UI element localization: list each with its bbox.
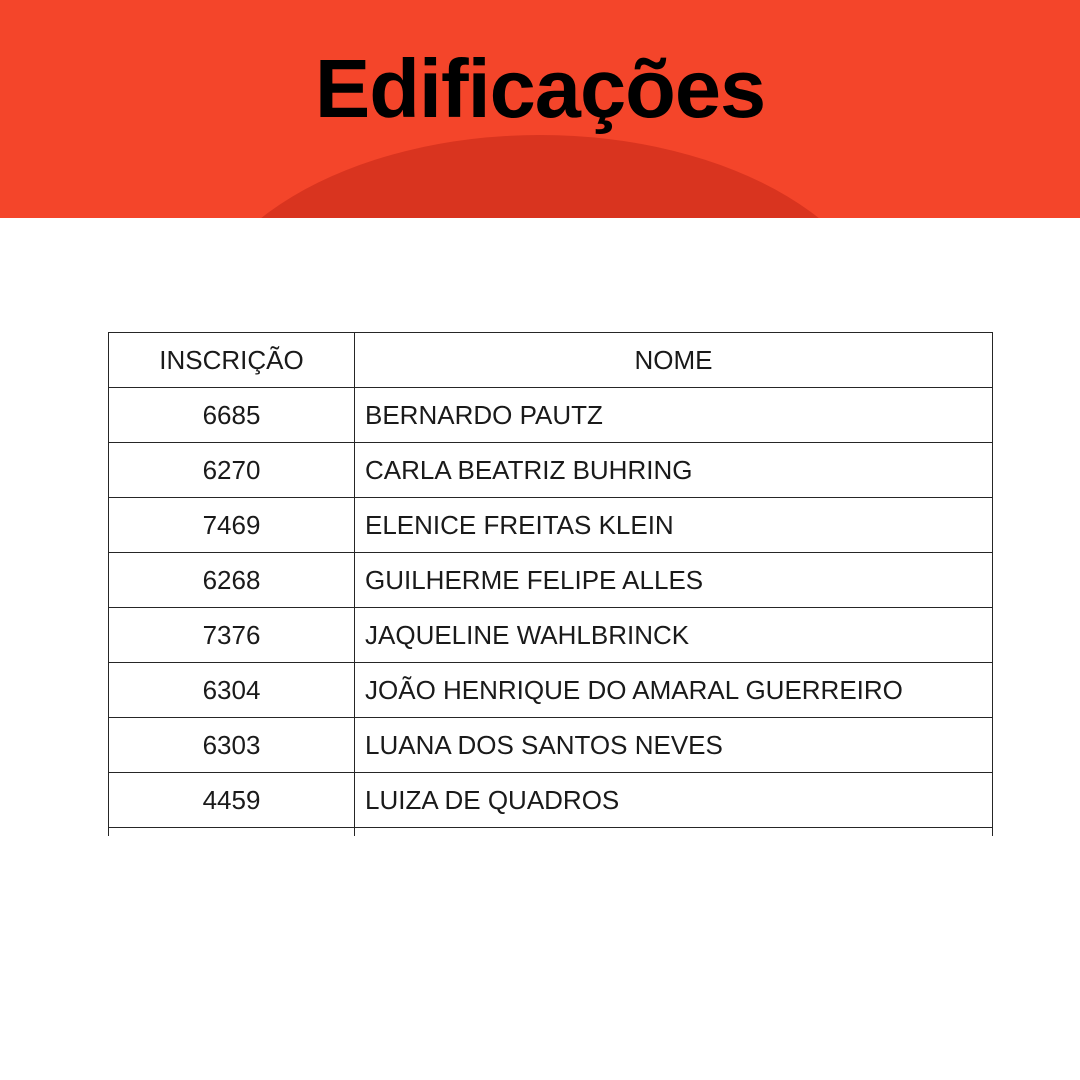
table-body [109, 388, 993, 836]
table-row [109, 718, 993, 773]
cell-inscricao: 7469 [109, 498, 355, 553]
table-row [109, 773, 993, 828]
column-header-nome: NOME [355, 333, 993, 388]
cell-inscricao: 6685 [109, 388, 355, 443]
table-row [109, 498, 993, 553]
table-header-row [109, 333, 993, 388]
table-row [109, 388, 993, 443]
cell-inscricao: 6304 [109, 663, 355, 718]
cell-inscricao-truncated [109, 828, 355, 836]
roster-table-container [108, 332, 992, 836]
cell-nome: BERNARDO PAUTZ [355, 388, 993, 443]
table-row [109, 663, 993, 718]
cell-nome: LUIZA DE QUADROS [355, 773, 993, 828]
cell-nome: JOÃO HENRIQUE DO AMARAL GUERREIRO [355, 663, 993, 718]
cell-nome: LUANA DOS SANTOS NEVES [355, 718, 993, 773]
table-header [109, 333, 993, 388]
table-row-truncated [109, 828, 993, 836]
cell-inscricao: 4459 [109, 773, 355, 828]
cell-nome: CARLA BEATRIZ BUHRING [355, 443, 993, 498]
cell-nome: ELENICE FREITAS KLEIN [355, 498, 993, 553]
table-row [109, 443, 993, 498]
table-row [109, 553, 993, 608]
cell-inscricao: 7376 [109, 608, 355, 663]
column-header-inscricao: INSCRIÇÃO [109, 333, 355, 388]
cell-nome: GUILHERME FELIPE ALLES [355, 553, 993, 608]
cell-inscricao: 6270 [109, 443, 355, 498]
header-banner [0, 0, 1080, 218]
roster-table [108, 332, 993, 836]
cell-inscricao: 6303 [109, 718, 355, 773]
cell-inscricao: 6268 [109, 553, 355, 608]
table-row [109, 608, 993, 663]
cell-nome-truncated [355, 828, 993, 836]
page-title: Edificações [314, 41, 766, 135]
cell-nome: JAQUELINE WAHLBRINCK [355, 608, 993, 663]
